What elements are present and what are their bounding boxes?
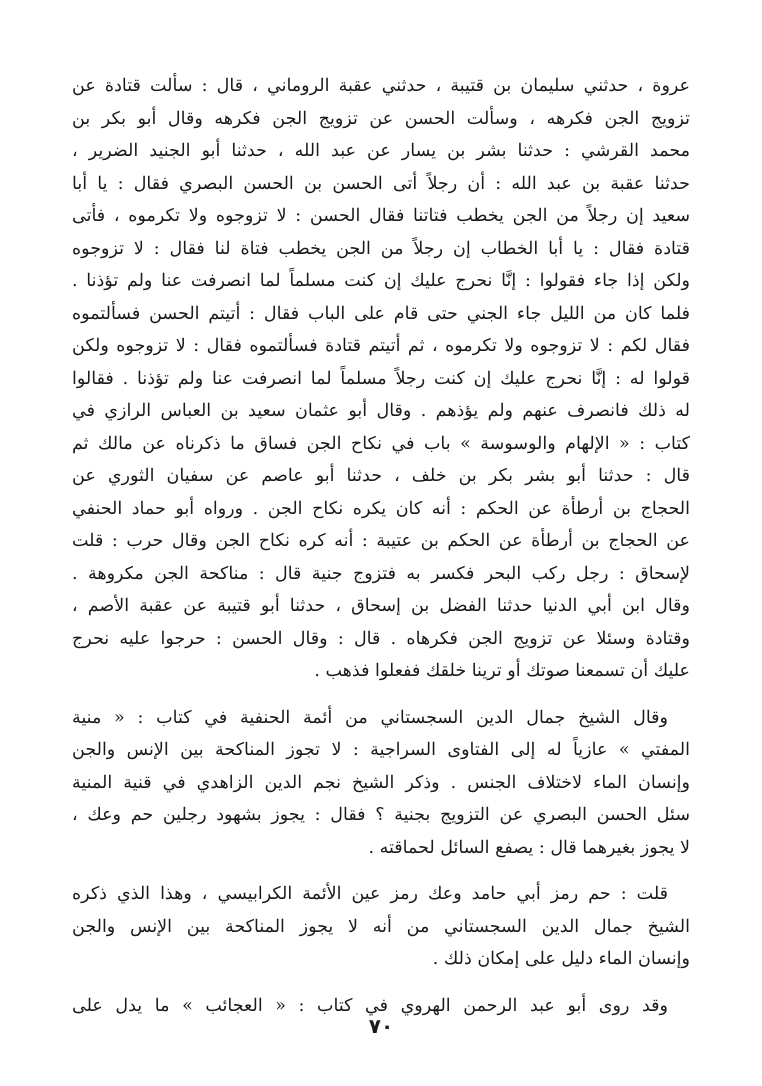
paragraph-3 bbox=[72, 878, 690, 976]
text-line: وإنسان الماء لاختلاف الجنس . وذكر الشيخ نجم الدين الزاهدي في قنية المنية bbox=[72, 772, 690, 793]
page-number: ٧٠ bbox=[368, 1014, 394, 1038]
text-line: قتادة فقال : يا أبا الخطاب إن رجلاً من الجن يخطب فتاة لنا فقال : لا تزوجوه bbox=[72, 238, 690, 259]
text-line: تزويج الجن فكرهه ، وسألت الحسن عن تزويج الجن فكرهه وقال أبو بكر بن bbox=[72, 108, 690, 129]
text-line: الشيخ جمال الدين السجستاني من أنه لا يجوز المناكحة بين الإنس والجن bbox=[72, 916, 690, 937]
text-line: ولكن إذا جاء فقولوا : إنَّا نحرج عليك إن كنت مسلماً لما انصرفت عنا ولم تؤذنا . bbox=[72, 271, 690, 291]
paragraph-1 bbox=[72, 70, 690, 688]
text-line: عن الحجاج بن أرطأة عن الحكم بن عتيبة : أنه كره نكاح الجن وقال حرب : قلت bbox=[72, 531, 690, 551]
text-line: لا يجوز بغيرهما قال : يصفع السائل لحماقته . bbox=[368, 837, 690, 858]
text-line: لإسحاق : رجل ركب البحر فكسر به فتزوج جنية قال : مناكحة الجن مكروهة . bbox=[72, 563, 690, 584]
text-line: فقال لكم : لا تزوجوه ولا تكرموه ، ثم أتيتم قتادة فسألتموه فقال : لا تزوجوه ولكن bbox=[72, 336, 690, 356]
text-line: عليك أن تسمعنا صوتك أو ترينا خلقك ففعلوا فذهب . bbox=[314, 661, 690, 681]
book-page bbox=[72, 70, 690, 1060]
text-line: سعيد إن رجلاً من الجن يخطب فتاتنا فقال الحسن : لا تزوجوه ولا تكرموه ، فأتى bbox=[72, 206, 690, 226]
text-line: المفتي » عازياً له إلى الفتاوى السراجية : لا تجوز المناكحة بين الإنس والجن bbox=[72, 740, 690, 760]
text-line: وقتادة وسئلا عن تزويج الجن فكرهاه . قال : وقال الحسن : حرجوا عليه نحرج bbox=[72, 628, 690, 649]
text-line: له ذلك فانصرف عنهم ولم يؤذهم . وقال أبو عثمان سعيد بن العباس الرازي في bbox=[72, 401, 690, 421]
paragraph-2 bbox=[72, 702, 690, 865]
text-line: قال : حدثنا أبو بشر بكر بن خلف ، حدثنا أبو عاصم عن سفيان الثوري عن bbox=[72, 466, 690, 486]
text-line: محمد القرشي : حدثنا بشر بن يسار عن عبد الله ، حدثنا أبو الجنيد الضرير ، bbox=[72, 141, 690, 161]
text-line: سئل الحسن البصري عن التزويج بجنية ؟ فقال : يجوز بشهود رجلين حم وعك ، bbox=[72, 805, 690, 825]
text-line: فلما كان من الليل جاء الجني حتى قام على الباب فقال : أتيتم الحسن فسألتموه bbox=[72, 303, 690, 324]
text-line: وقد روى أبو عبد الرحمن الهروي في كتاب : « العجائب » ما يدل على bbox=[72, 995, 668, 1016]
text-line: وقال الشيخ جمال الدين السجستاني من أئمة الحنفية في كتاب : « منية bbox=[72, 707, 668, 728]
text-line: حدثنا عقبة بن عبد الله : أن رجلاً أتى الحسن بن الحسن البصري فقال : يا أبا bbox=[72, 173, 690, 194]
text-line: وإنسان الماء دليل على إمكان ذلك . bbox=[432, 949, 690, 969]
text-line: قلت : حم رمز أبي حامد وعك رمز عين الأئمة الكرابيسي ، وهذا الذي ذكره bbox=[72, 884, 668, 904]
text-line: قولوا له : إنَّا نحرج عليك إن كنت رجلاً مسلماً لما انصرفت عنا ولم تؤذنا . فقالوا bbox=[72, 368, 690, 389]
text-line: كتاب : « الإلهام والوسوسة » باب في نكاح الجن فساق ما ذكرناه عن مالك ثم bbox=[72, 433, 690, 454]
text-line: وقال ابن أبي الدنيا حدثنا الفضل بن إسحاق ، حدثنا أبو قتيبة عن عقبة الأصم ، bbox=[72, 596, 690, 616]
text-line: الحجاج بن أرطأة عن الحكم : أنه كان يكره نكاح الجن . ورواه أبو حماد الحنفي bbox=[72, 498, 690, 519]
text-line: عروة ، حدثني سليمان بن قتيبة ، حدثني عقبة الروماني ، قال : سألت قتادة عن bbox=[72, 76, 690, 96]
